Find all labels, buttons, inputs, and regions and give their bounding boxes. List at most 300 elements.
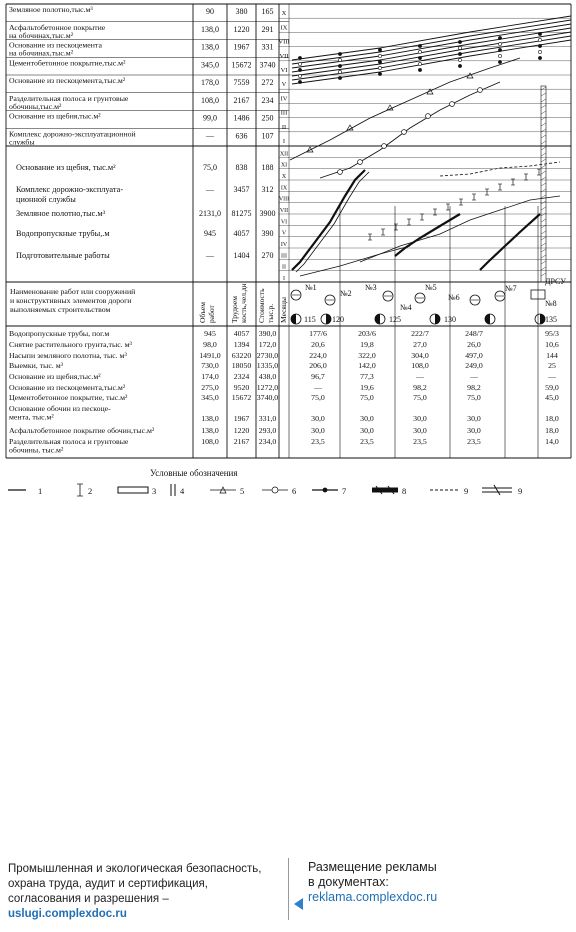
mid-roman-label: VI [280, 219, 288, 226]
bottom-month-value: 19,8 [360, 340, 374, 349]
bottom-month-value: 30,0 [311, 426, 325, 435]
bottom-row-volume: 98,0 [203, 340, 217, 349]
mid-row-labor: 838 [235, 163, 248, 172]
progress-curve-3 [292, 28, 571, 72]
machine-label-3: №4 [400, 303, 412, 312]
mid-row-volume: — [206, 185, 214, 194]
hatch-stroke [541, 171, 546, 174]
mid-row-cost: 3900 [259, 209, 276, 218]
bottom-row-labor: 4057 [233, 329, 250, 338]
bottom-row-volume: 945 [204, 329, 216, 338]
bottom-row-labor: 1967 [233, 414, 250, 423]
bottom-month-value: 322,0 [358, 351, 376, 360]
bottom-row-name: Асфальтобетонное покрытие обочин,тыс.м² [9, 426, 155, 435]
bottom-month-value: 248/7 [465, 329, 483, 338]
mid-roman-label: IV [280, 242, 288, 248]
top-row-cost: 331 [261, 42, 274, 52]
hatch-stroke [541, 111, 546, 114]
bottom-row-cost: 1272,0 [256, 383, 279, 392]
bottom-row-name: Насыпи земляного полотна, тыс. м³ [9, 351, 127, 360]
mid-roman-label: IX [280, 185, 288, 192]
curve-marker [418, 50, 421, 53]
curve-marker [458, 46, 461, 49]
curve-marker [458, 58, 461, 61]
top-row-labor: 15672 [231, 60, 252, 70]
hatch-stroke [541, 255, 546, 258]
bottom-row-volume: 138,0 [201, 426, 219, 435]
curve-marker [298, 56, 301, 59]
circle-marker [382, 144, 387, 149]
curve-marker [498, 54, 501, 57]
bottom-row-cost: 234,0 [258, 437, 277, 446]
bottom-month-value: 26,0 [467, 340, 481, 349]
curve-marker [338, 52, 341, 55]
bottom-month-value: 95/3 [545, 329, 559, 338]
month-number-4: 135 [545, 315, 557, 324]
machine-label-7: №8 [545, 299, 557, 308]
hatch-stroke [541, 165, 546, 168]
legend-thick-icon [372, 488, 398, 493]
mid-roman-label: VII [279, 208, 289, 214]
bottom-row-labor: 1394 [233, 340, 250, 349]
top-row-volume: 138,0 [201, 24, 219, 34]
mid-roman-label: XII [279, 151, 289, 158]
mid-row-volume: — [206, 251, 214, 260]
bottom-row-labor: 2167 [233, 437, 250, 446]
top-row-volume: 108,0 [201, 95, 219, 105]
mid-roman-label: VIII [278, 196, 290, 203]
double-bar-3 [480, 214, 540, 270]
bottom-month-value: 23,5 [467, 437, 481, 446]
mid-row-cost: 188 [261, 163, 274, 172]
bottom-month-value: 59,0 [545, 383, 559, 392]
header-volume: работ [207, 305, 216, 323]
mid-row-labor: 1404 [233, 251, 250, 260]
curve-marker [298, 80, 301, 83]
top-roman-label: IV [280, 95, 288, 103]
month-marker-fill [435, 314, 440, 324]
legend-number-9: 9 [464, 486, 469, 496]
top-row-volume: — [206, 131, 214, 141]
curve-marker [298, 68, 301, 71]
curve-marker [458, 52, 461, 55]
mid-roman-label: II [282, 264, 286, 271]
legend-dot-icon [323, 488, 328, 493]
top-row-volume: 178,0 [201, 78, 219, 87]
staircase-line [360, 196, 560, 262]
bottom-row-cost: 1335,0 [256, 361, 279, 370]
bottom-row-volume: 275,0 [201, 383, 219, 392]
bottom-month-value: 75,0 [311, 393, 325, 402]
hatch-stroke [541, 267, 546, 270]
bottom-month-value: 75,0 [360, 393, 374, 402]
triangle-line [290, 58, 520, 160]
dashed-line [440, 162, 560, 176]
legend-title: Условные обозначения [150, 468, 238, 478]
hatch-stroke [541, 129, 546, 132]
bottom-row-labor: 9520 [233, 383, 250, 392]
bottom-month-value: 25 [548, 361, 556, 370]
progress-curve-0 [292, 16, 571, 60]
bottom-row-name: Снятие растительного грунта,тыс. м³ [9, 340, 132, 349]
top-row-cost: 165 [261, 7, 274, 16]
bottom-row-labor: 1220 [233, 426, 250, 435]
legend-number-3: 3 [152, 486, 157, 496]
bottom-month-value: 14,0 [545, 437, 559, 446]
legend-number-6: 6 [292, 486, 297, 496]
mid-row-cost: 312 [261, 185, 274, 194]
bottom-month-value: 249,0 [465, 361, 483, 370]
top-row-cost: 234 [261, 95, 274, 105]
machine-label-4: №5 [425, 283, 437, 292]
month-marker-fill [485, 314, 490, 324]
curve-marker [418, 62, 421, 65]
bottom-row-name: Основание из щебня,тыс.м² [9, 372, 101, 381]
mid-roman-label: V [281, 230, 287, 237]
hatch-stroke [541, 261, 546, 264]
bottom-row-labor: 2324 [233, 372, 250, 381]
curve-marker [298, 62, 301, 65]
bottom-row-labor: 18050 [231, 361, 252, 370]
bottom-row-cost: 438,0 [258, 372, 277, 381]
bottom-month-value: — [548, 372, 556, 381]
mid-row-cost: 270 [261, 251, 274, 260]
bottom-month-value: 224,0 [309, 351, 327, 360]
bottom-month-value: 75,0 [467, 393, 481, 402]
mid-row-volume: 945 [204, 229, 216, 238]
hatch-stroke [541, 123, 546, 126]
uslugi-link[interactable]: uslugi.complexdoc.ru [8, 908, 127, 920]
bottom-month-value: 206,0 [309, 361, 327, 370]
machine-label-8: ДРСУ [545, 277, 566, 286]
mid-row-name: Земляное полотно,тыс.м³ [16, 209, 106, 218]
mid-row-name: Комплекс дорожно-эксплуата-ционной службы [16, 185, 124, 204]
cumulative-line [300, 246, 410, 276]
hatch-stroke [541, 189, 546, 192]
hatch-stroke [541, 195, 546, 198]
top-row-cost: 291 [261, 24, 274, 34]
hatch-stroke [541, 135, 546, 138]
bottom-month-value: 30,0 [360, 426, 374, 435]
bottom-month-value: 497,0 [465, 351, 483, 360]
top-row-name: Основание из пескоцемента на обочинах,тыс.м² [9, 40, 102, 58]
top-row-name: Асфальтобетонное покрытие на обочинах,тыс.м² [9, 22, 106, 40]
circle-marker [450, 102, 455, 107]
bottom-month-value: — [314, 383, 322, 392]
curve-marker [418, 68, 421, 71]
bottom-row-cost: 293,0 [258, 426, 277, 435]
hatch-stroke [541, 153, 546, 156]
top-row-volume: 90 [206, 7, 214, 16]
month-number-3: 130 [444, 315, 456, 324]
hatch-stroke [541, 99, 546, 102]
ad-divider [288, 858, 289, 920]
mid-row-volume: 2131,0 [199, 209, 221, 218]
reklama-link[interactable]: reklama.complexdoc.ru [308, 890, 438, 904]
progress-curve-2 [292, 24, 571, 68]
curve-marker [378, 66, 381, 69]
hatch-stroke [541, 243, 546, 246]
mid-row-name: Подготовительные работы [16, 251, 110, 260]
top-roman-label: V [281, 81, 287, 89]
month-marker-fill [326, 314, 331, 324]
bottom-month-value: 77,3 [360, 372, 374, 381]
header-cost: тыс.р. [266, 303, 275, 323]
hatch-stroke [541, 237, 546, 240]
header-labor: кость,чел.дн [239, 283, 248, 323]
bottom-month-value: 108,0 [411, 361, 429, 370]
bottom-row-volume: 174,0 [201, 372, 219, 381]
mid-roman-label: III [281, 253, 287, 260]
bottom-row-volume: 730,0 [201, 361, 219, 370]
header-name: Наименование работ или сооружений и конструктивных элементов дороги выполняемых строительством [10, 287, 136, 314]
bottom-month-value: 30,0 [413, 426, 427, 435]
ad-left-block [8, 862, 278, 922]
bottom-month-value: 10,6 [545, 340, 559, 349]
bottom-month-value: 23,5 [413, 437, 427, 446]
bottom-row-name: Водопропускные трубы, пог.м [9, 329, 110, 338]
curve-marker [338, 64, 341, 67]
curve-marker [378, 72, 381, 75]
bottom-month-value: — [416, 372, 424, 381]
top-row-cost: 250 [261, 113, 274, 123]
ad-right-block [308, 860, 568, 905]
legend-number-9: 9 [518, 486, 523, 496]
hatch-stroke [541, 87, 546, 90]
bottom-row-volume: 345,0 [201, 393, 219, 402]
bottom-month-value: — [470, 372, 478, 381]
top-row-labor: 2167 [233, 95, 250, 105]
top-roman-label: I [282, 138, 286, 145]
top-roman-label: II [281, 123, 287, 131]
bottom-month-value: 30,0 [467, 426, 481, 435]
top-roman-label: III [280, 109, 288, 117]
mid-row-labor: 3457 [233, 185, 250, 194]
rule-line [494, 485, 500, 495]
bottom-row-name: Выемки, тыс. м³ [9, 361, 63, 370]
bottom-row-volume: 1491,0 [199, 351, 221, 360]
top-row-volume: 345,0 [201, 60, 219, 70]
top-row-labor: 636 [235, 131, 248, 141]
ad-left-line-1: Промышленная и экологическая безопасность, [8, 863, 262, 875]
bottom-month-value: 18,0 [545, 426, 559, 435]
top-row-labor: 1486 [233, 113, 250, 123]
month-number-1: 120 [332, 315, 344, 324]
bottom-month-value: 45,0 [545, 393, 559, 402]
legend-number-1: 1 [38, 486, 43, 496]
bottom-month-value: 177/6 [309, 329, 327, 338]
bottom-month-value: 142,0 [358, 361, 376, 370]
curve-marker [538, 38, 541, 41]
bottom-row-name: Цементобетонное покрытие, тыс.м² [9, 393, 128, 402]
ad-left-text: согласования и разрешения – [8, 893, 169, 905]
hatch-stroke [541, 159, 546, 162]
top-row-labor: 380 [235, 7, 248, 16]
hatch-stroke [541, 249, 546, 252]
curve-marker [538, 44, 541, 47]
month-marker-fill [375, 314, 380, 324]
legend-bar-icon [118, 487, 148, 493]
bottom-row-labor: 15672 [231, 393, 252, 402]
top-row-name: Комплекс дорожно-эксплуатационной службы [9, 129, 136, 147]
bottom-month-value: 98,2 [413, 383, 427, 392]
bottom-month-value: 98,2 [467, 383, 481, 392]
top-row-cost: 272 [261, 78, 274, 87]
curve-marker [338, 58, 341, 61]
curve-marker [338, 70, 341, 73]
top-row-volume: 99,0 [203, 113, 217, 123]
machine-label-1: №2 [340, 289, 352, 298]
bottom-month-value: 203/6 [358, 329, 376, 338]
mid-row-name: Основание из щебня, тыс.м² [16, 163, 116, 172]
bottom-row-cost: 2730,0 [256, 351, 279, 360]
top-row-name: Основание из щебня,тыс.м² [9, 111, 101, 121]
circle-marker [358, 160, 363, 165]
mid-row-cost: 390 [261, 229, 274, 238]
bottom-row-labor: 63220 [231, 351, 252, 360]
hatch-stroke [541, 231, 546, 234]
top-row-cost: 3740 [259, 60, 276, 70]
bottom-month-value: 144 [546, 351, 558, 360]
top-roman-label: VIII [278, 38, 290, 46]
legend-number-5: 5 [240, 486, 245, 496]
bottom-month-value: 27,0 [413, 340, 427, 349]
curve-marker [338, 76, 341, 79]
progress-curve-1 [292, 20, 571, 64]
mid-row-volume: 75,0 [203, 163, 217, 172]
hatch-stroke [541, 207, 546, 210]
bottom-row-cost: 3740,0 [256, 393, 279, 402]
mid-row-labor: 4057 [233, 229, 250, 238]
mid-roman-label: XI [280, 162, 288, 169]
arrow-left-icon [294, 898, 303, 910]
header-months: Месяцы [279, 297, 288, 323]
bottom-month-value: 222/7 [411, 329, 429, 338]
month-number-2: 125 [389, 315, 401, 324]
curve-marker [418, 44, 421, 47]
bottom-month-value: 23,5 [360, 437, 374, 446]
machine-label-6: №7 [505, 284, 517, 293]
header-cost: Стоимость [257, 288, 266, 323]
hatch-stroke [541, 213, 546, 216]
bottom-month-value: 75,0 [413, 393, 427, 402]
legend-number-2: 2 [88, 486, 93, 496]
bottom-row-name: Разделительная полоса и грунтовые обочины, тыс.м² [9, 437, 129, 455]
circle-marker [426, 114, 431, 119]
hatch-stroke [541, 105, 546, 108]
circle-marker [338, 170, 343, 175]
hatch-stroke [541, 147, 546, 150]
hatch-stroke [541, 177, 546, 180]
curve-marker [498, 60, 501, 63]
month-marker-fill [291, 314, 296, 324]
curve-marker [538, 32, 541, 35]
bottom-row-cost: 331,0 [258, 414, 277, 423]
top-row-cost: 107 [261, 131, 274, 141]
top-row-name: Цементобетонное покрытие,тыс.м² [9, 58, 126, 68]
hatch-stroke [541, 93, 546, 96]
top-row-labor: 1220 [233, 24, 250, 34]
bottom-month-value: 96,7 [311, 372, 325, 381]
curve-marker [378, 60, 381, 63]
machine-label-5: №6 [448, 293, 460, 302]
bottom-row-volume: 108,0 [201, 437, 219, 446]
top-row-name: Основание из пескоцемента,тыс.м² [9, 76, 126, 85]
hatch-stroke [541, 219, 546, 222]
ad-right-line-1: Размещение рекламы [308, 860, 437, 874]
curve-marker [498, 36, 501, 39]
ad-right-line-2: в документах: [308, 875, 389, 889]
bottom-month-value: 30,0 [311, 414, 325, 423]
circle-marker [478, 88, 483, 93]
curve-marker [458, 40, 461, 43]
machine-label-2: №3 [365, 283, 377, 292]
curve-marker [378, 48, 381, 51]
month-number-0: 115 [304, 315, 316, 324]
legend-number-7: 7 [342, 486, 347, 496]
bottom-row-name: Основание обочин из пескоце-мента, тыс.м² [9, 404, 111, 422]
header-labor: Трудоем [230, 296, 239, 323]
curve-marker [378, 54, 381, 57]
hatch-stroke [541, 141, 546, 144]
footer-advertisement [0, 858, 576, 932]
top-row-name: Земляное полотно,тыс.м³ [9, 5, 93, 14]
top-row-name: Разделительная полоса и грунтовые обочины,тыс.м² [9, 93, 129, 111]
curve-marker [418, 56, 421, 59]
ad-left-line-2: охрана труда, аудит и сертификация, [8, 878, 208, 890]
header-volume: Объем [198, 302, 207, 323]
legend-number-4: 4 [180, 486, 185, 496]
curve-marker [538, 56, 541, 59]
top-row-labor: 1967 [233, 42, 250, 52]
machine-label-0: №1 [305, 283, 317, 292]
bottom-month-value: 304,0 [411, 351, 429, 360]
top-roman-label: VII [279, 52, 289, 60]
bottom-month-value: 30,0 [360, 414, 374, 423]
mid-roman-label: I [283, 276, 285, 282]
mid-row-labor: 81275 [231, 209, 252, 218]
hatch-stroke [541, 273, 546, 276]
curve-marker [498, 42, 501, 45]
top-roman-label: IX [280, 24, 288, 32]
hatch-stroke [541, 183, 546, 186]
bottom-month-value: 19,6 [360, 383, 374, 392]
curve-marker [298, 74, 301, 77]
curve-marker [498, 48, 501, 51]
bottom-row-volume: 138,0 [201, 414, 219, 423]
circle-marker [402, 130, 407, 135]
mid-roman-label: X [281, 174, 287, 180]
bottom-row-name: Основание из пескоцемента,тыс.м² [9, 383, 126, 392]
bottom-row-cost: 390,0 [258, 329, 277, 338]
ad-left-line-3 [8, 892, 278, 922]
mid-row-name: Водопропускные трубы,.м [16, 229, 110, 238]
top-row-volume: 138,0 [201, 42, 219, 52]
bottom-month-value: 20,6 [311, 340, 325, 349]
bottom-month-value: 30,0 [467, 414, 481, 423]
bottom-row-cost: 172,0 [258, 340, 277, 349]
curve-marker [458, 64, 461, 67]
bottom-month-value: 18,0 [545, 414, 559, 423]
top-roman-label: VI [280, 67, 288, 74]
legend-circle-icon [272, 487, 278, 493]
bottom-month-value: 30,0 [413, 414, 427, 423]
curve-marker [538, 50, 541, 53]
top-row-labor: 7559 [233, 78, 250, 87]
hatched-bar [541, 86, 546, 282]
bottom-month-value: 23,5 [311, 437, 325, 446]
double-bar-1b [296, 172, 369, 272]
